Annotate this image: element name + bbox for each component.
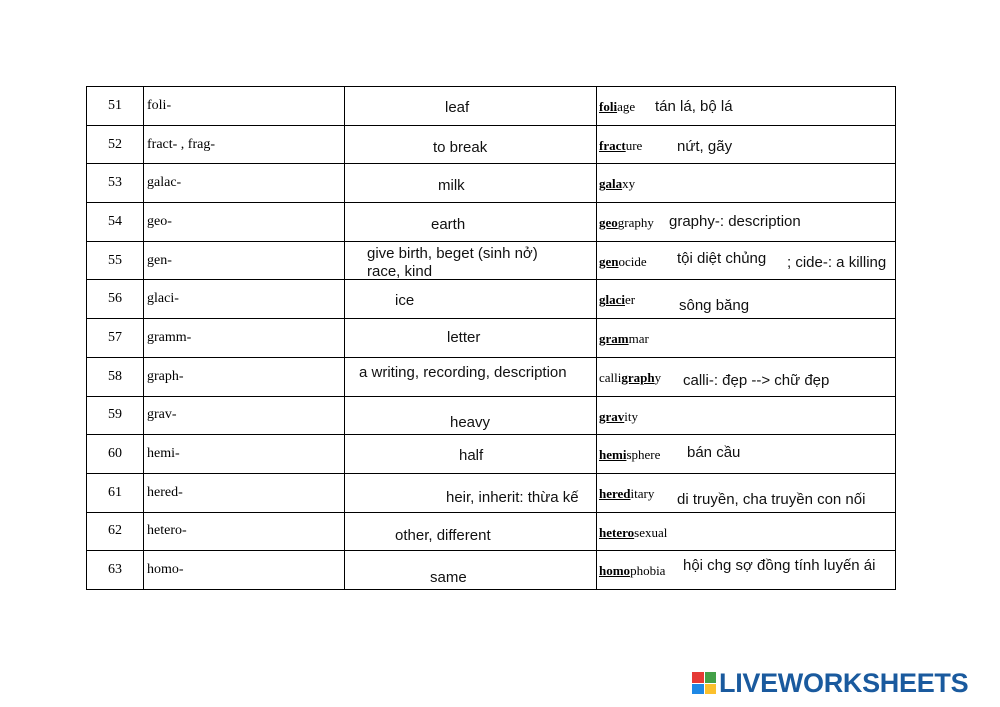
- example-cell[interactable]: [597, 357, 896, 396]
- meaning-answer[interactable]: half: [459, 447, 484, 465]
- example-cell[interactable]: [597, 203, 896, 242]
- note-answer[interactable]: hội chg sợ đồng tính luyến ái: [683, 557, 876, 575]
- meaning-answer[interactable]: heir, inherit: thừa kế: [446, 488, 579, 506]
- row-number: 55: [87, 241, 144, 280]
- example-suffix: phobia: [630, 563, 666, 579]
- example-suffix: ity: [624, 408, 639, 424]
- word-root: gramm-: [144, 319, 345, 358]
- example-root: foli: [599, 99, 618, 114]
- example-root: gala: [599, 176, 623, 192]
- word-root: galac-: [144, 164, 345, 203]
- meaning-cell[interactable]: [345, 125, 597, 164]
- note-answer[interactable]: tán lá, bộ lá: [655, 98, 733, 115]
- example-root: geo: [599, 215, 618, 231]
- example-word: [599, 486, 654, 502]
- table-row: [87, 125, 896, 164]
- meaning-answer[interactable]: race, kind: [367, 262, 433, 280]
- word-root: foli-: [144, 87, 345, 126]
- example-root: gram: [599, 331, 629, 347]
- note-answer-extra[interactable]: ; cide-: a killing: [787, 253, 887, 271]
- example-word: [599, 370, 661, 386]
- table-row: [87, 512, 896, 551]
- word-root: gen-: [144, 241, 345, 280]
- example-cell[interactable]: [597, 87, 896, 126]
- example-root: graph: [621, 369, 655, 385]
- example-suffix: itary: [630, 485, 655, 501]
- table-row: [87, 203, 896, 242]
- example-word: [599, 215, 654, 231]
- meaning-cell[interactable]: [345, 319, 597, 358]
- example-root: grav: [599, 408, 625, 424]
- meaning-cell[interactable]: [345, 164, 597, 203]
- word-root: graph-: [144, 357, 345, 396]
- example-word: [599, 331, 649, 347]
- meaning-answer[interactable]: other, different: [395, 526, 491, 544]
- word-root: geo-: [144, 203, 345, 242]
- word-root: hemi-: [144, 435, 345, 474]
- meaning-cell[interactable]: [345, 435, 597, 474]
- note-answer[interactable]: calli-: đẹp --> chữ đẹp: [683, 371, 830, 389]
- meaning-cell[interactable]: [345, 241, 597, 280]
- example-root: gen: [599, 253, 619, 269]
- liveworksheets-logo: [692, 669, 968, 697]
- table-row: [87, 87, 896, 126]
- example-root: glaci: [599, 292, 625, 308]
- example-prefix: calli: [599, 369, 622, 385]
- example-cell[interactable]: [597, 512, 896, 551]
- table-row: [87, 396, 896, 435]
- example-cell[interactable]: [597, 396, 896, 435]
- example-cell[interactable]: [597, 125, 896, 164]
- example-root: hetero: [599, 524, 635, 540]
- word-root: hered-: [144, 473, 345, 512]
- meaning-answer[interactable]: ice: [395, 292, 415, 310]
- table-row: [87, 241, 896, 280]
- note-answer[interactable]: di truyền, cha truyền con nối: [677, 490, 866, 508]
- meaning-cell[interactable]: [345, 203, 597, 242]
- example-suffix: y: [654, 369, 662, 385]
- word-root: homo-: [144, 551, 345, 590]
- row-number: 58: [87, 357, 144, 396]
- example-suffix: sphere: [626, 447, 661, 463]
- note-answer[interactable]: bán cầu: [687, 444, 741, 462]
- example-cell[interactable]: [597, 435, 896, 474]
- meaning-answer[interactable]: heavy: [450, 413, 491, 431]
- vocab-table: [86, 86, 896, 590]
- example-word: [599, 176, 635, 192]
- meaning-answer[interactable]: a writing, recording, description: [359, 363, 567, 381]
- example-suffix: graphy: [617, 215, 654, 231]
- meaning-answer[interactable]: leaf: [445, 99, 470, 116]
- row-number: 62: [87, 512, 144, 551]
- example-word: [599, 563, 665, 579]
- example-root: homo: [599, 563, 631, 579]
- example-cell[interactable]: [597, 280, 896, 319]
- meaning-answer[interactable]: same: [430, 569, 467, 587]
- example-word: [599, 447, 660, 463]
- meaning-cell[interactable]: [345, 473, 597, 512]
- word-root: glaci-: [144, 280, 345, 319]
- row-number: 53: [87, 164, 144, 203]
- example-suffix: xy: [622, 176, 636, 192]
- example-cell[interactable]: [597, 473, 896, 512]
- word-root: hetero-: [144, 512, 345, 551]
- meaning-cell[interactable]: [345, 551, 597, 590]
- meaning-answer[interactable]: milk: [438, 177, 465, 195]
- example-root: fract: [599, 137, 626, 153]
- meaning-cell[interactable]: [345, 280, 597, 319]
- example-cell[interactable]: [597, 319, 896, 358]
- row-number: 63: [87, 551, 144, 590]
- example-suffix: mar: [628, 331, 649, 347]
- row-number: 61: [87, 473, 144, 512]
- logo-icon: [692, 672, 716, 694]
- example-word: [599, 138, 642, 154]
- row-number: 56: [87, 280, 144, 319]
- row-number: 54: [87, 203, 144, 242]
- table-row: [87, 164, 896, 203]
- table-row: [87, 319, 896, 358]
- word-root: grav-: [144, 396, 345, 435]
- example-root: hemi: [599, 447, 627, 463]
- row-number: 52: [87, 125, 144, 164]
- example-suffix: er: [625, 292, 636, 308]
- example-word: [599, 292, 635, 308]
- example-word: [599, 409, 638, 425]
- example-suffix: ocide: [618, 253, 647, 269]
- meaning-cell[interactable]: [345, 396, 597, 435]
- meaning-answer[interactable]: to break: [433, 138, 488, 156]
- table-row: [87, 435, 896, 474]
- note-answer[interactable]: tội diệt chủng: [677, 249, 767, 267]
- meaning-cell[interactable]: [345, 512, 597, 551]
- note-answer[interactable]: graphy-: description: [669, 213, 801, 231]
- example-word: [599, 525, 667, 541]
- example-suffix: age: [617, 99, 636, 114]
- example-cell[interactable]: [597, 164, 896, 203]
- table-row: [87, 473, 896, 512]
- table-row: [87, 357, 896, 396]
- meaning-answer[interactable]: earth: [431, 216, 466, 234]
- meaning-cell[interactable]: [345, 357, 597, 396]
- example-root: hered: [599, 485, 631, 501]
- row-number: 57: [87, 319, 144, 358]
- note-answer[interactable]: nứt, gãy: [677, 137, 733, 155]
- example-word: [599, 254, 647, 270]
- example-suffix: ure: [625, 137, 643, 153]
- row-number: 51: [87, 87, 144, 126]
- table-row: [87, 280, 896, 319]
- row-number: 60: [87, 435, 144, 474]
- meaning-cell[interactable]: [345, 87, 597, 126]
- meaning-answer[interactable]: give birth, beget (sinh nở): [367, 244, 538, 262]
- meaning-answer[interactable]: letter: [447, 329, 481, 347]
- row-number: 59: [87, 396, 144, 435]
- table-row: [87, 551, 896, 590]
- example-word: [599, 99, 635, 115]
- example-cell[interactable]: [597, 241, 896, 280]
- example-cell[interactable]: [597, 551, 896, 590]
- note-answer[interactable]: sông băng: [679, 297, 750, 315]
- brand-text: LIVEWORKSHEETS: [719, 667, 969, 698]
- word-root: fract- , frag-: [144, 125, 345, 164]
- example-suffix: sexual: [634, 524, 668, 540]
